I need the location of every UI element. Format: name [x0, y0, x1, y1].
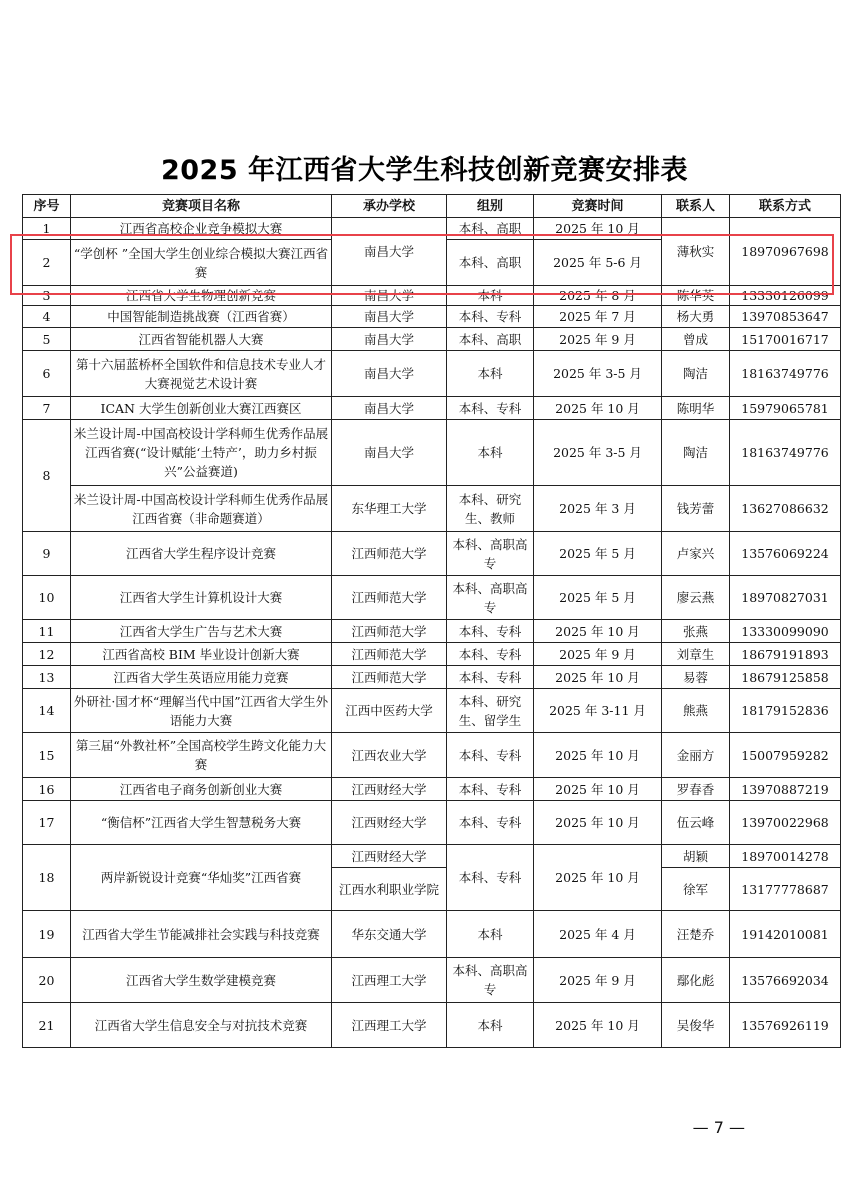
competition-name: 第十六届蓝桥杯全国软件和信息技术专业人才大赛视觉艺术设计赛 — [71, 351, 332, 397]
competition-time: 2025 年 9 月 — [534, 643, 662, 666]
competition-time: 2025 年 10 月 — [534, 1003, 662, 1048]
competition-time: 2025 年 10 月 — [534, 620, 662, 643]
group: 本科、高职高专 — [447, 576, 534, 620]
header-host-school: 承办学校 — [332, 195, 447, 218]
competition-time: 2025 年 10 月 — [534, 845, 662, 911]
contact-phone: 13970887219 — [730, 778, 841, 801]
contact-phone: 13576069224 — [730, 532, 841, 576]
contact-person: 金丽方 — [662, 733, 730, 778]
table-row — [23, 733, 841, 778]
contact-person: 杨大勇 — [662, 306, 730, 328]
contact-person: 鄢化彪 — [662, 958, 730, 1003]
competition-name: 江西省大学生广告与艺术大赛 — [71, 620, 332, 643]
contact-person: 吴俊华 — [662, 1003, 730, 1048]
host-school: 江西农业大学 — [332, 733, 447, 778]
row-number: 5 — [23, 328, 71, 351]
group: 本科、专科 — [447, 620, 534, 643]
contact-person: 罗春香 — [662, 778, 730, 801]
contact-phone: 18679191893 — [730, 643, 841, 666]
row-number: 21 — [23, 1003, 71, 1048]
competition-time: 2025 年 10 月 — [534, 801, 662, 845]
competition-name: 江西省大学生程序设计竞赛 — [71, 532, 332, 576]
competition-name: 江西省大学生英语应用能力竞赛 — [71, 666, 332, 689]
competition-name: 江西省大学生物理创新竞赛 — [71, 286, 332, 306]
contact-phone: 18679125858 — [730, 666, 841, 689]
row-number: 16 — [23, 778, 71, 801]
table-row — [23, 911, 841, 958]
page-title: 2025 年江西省大学生科技创新竞赛安排表 — [160, 155, 689, 186]
row-number: 20 — [23, 958, 71, 1003]
competition-time: 2025 年 5-6 月 — [534, 240, 662, 286]
group: 本科 — [447, 420, 534, 486]
group: 本科、高职高专 — [447, 958, 534, 1003]
group: 本科、高职 — [447, 328, 534, 351]
host-school: 南昌大学 — [332, 218, 447, 286]
contact-person: 廖云燕 — [662, 576, 730, 620]
group: 本科、专科 — [447, 306, 534, 328]
contact-person: 汪楚乔 — [662, 911, 730, 958]
group: 本科、专科 — [447, 666, 534, 689]
competition-name: 江西省大学生数学建模竞赛 — [71, 958, 332, 1003]
page-number: — 7 — — [692, 1118, 745, 1137]
group: 本科 — [447, 1003, 534, 1048]
competition-name: 江西省高校 BIM 毕业设计创新大赛 — [71, 643, 332, 666]
host-school: 江西理工大学 — [332, 958, 447, 1003]
table-row — [23, 306, 841, 328]
table-row — [23, 397, 841, 420]
row-number: 7 — [23, 397, 71, 420]
competition-time: 2025 年 3-5 月 — [534, 351, 662, 397]
row-number: 18 — [23, 845, 71, 911]
competition-time: 2025 年 5 月 — [534, 576, 662, 620]
table-row — [23, 1003, 841, 1048]
contact-phone: 13330099090 — [730, 620, 841, 643]
host-school: 东华理工大学 — [332, 486, 447, 532]
table-row — [23, 689, 841, 733]
group: 本科、高职 — [447, 218, 534, 240]
contact-person: 陶洁 — [662, 420, 730, 486]
host-school: 江西财经大学 — [332, 778, 447, 801]
contact-phone: 13177778687 — [730, 868, 841, 911]
row-number: 12 — [23, 643, 71, 666]
contact-phone: 15007959282 — [730, 733, 841, 778]
contact-person: 徐军 — [662, 868, 730, 911]
contact-person: 陈华英 — [662, 286, 730, 306]
table-row — [23, 286, 841, 306]
contact-person: 卢家兴 — [662, 532, 730, 576]
competition-name: 米兰设计周-中国高校设计学科师生优秀作品展江西省赛(“设计赋能‘土特产’，助力乡村振兴”公益赛道) — [71, 420, 332, 486]
group: 本科、专科 — [447, 801, 534, 845]
header-group: 组别 — [447, 195, 534, 218]
group: 本科、高职 — [447, 240, 534, 286]
competition-name: 外研社·国才杯“理解当代中国”江西省大学生外语能力大赛 — [71, 689, 332, 733]
contact-person: 胡颖 — [662, 845, 730, 868]
host-school: 江西中医药大学 — [332, 689, 447, 733]
contact-person: 曾成 — [662, 328, 730, 351]
group: 本科、专科 — [447, 733, 534, 778]
table-row — [23, 328, 841, 351]
table-row — [23, 486, 841, 532]
contact-phone: 18970014278 — [730, 845, 841, 868]
contact-person: 熊燕 — [662, 689, 730, 733]
competition-name: “学创杯 ”全国大学生创业综合模拟大赛江西省赛 — [71, 240, 332, 286]
table-header-row — [23, 195, 841, 218]
host-school: 南昌大学 — [332, 306, 447, 328]
table-row — [23, 218, 841, 240]
host-school: 南昌大学 — [332, 328, 447, 351]
contact-phone: 15979065781 — [730, 397, 841, 420]
competition-name: 江西省电子商务创新创业大赛 — [71, 778, 332, 801]
contact-phone: 13330126099 — [730, 286, 841, 306]
competition-time: 2025 年 10 月 — [534, 397, 662, 420]
contact-person: 伍云峰 — [662, 801, 730, 845]
contact-person: 钱芳蕾 — [662, 486, 730, 532]
competition-time: 2025 年 5 月 — [534, 532, 662, 576]
row-number: 10 — [23, 576, 71, 620]
group: 本科、专科 — [447, 397, 534, 420]
competition-name: 江西省大学生信息安全与对抗技术竞赛 — [71, 1003, 332, 1048]
contact-phone: 18970967698 — [730, 218, 841, 286]
host-school: 江西师范大学 — [332, 576, 447, 620]
row-number: 3 — [23, 286, 71, 306]
group: 本科、高职高专 — [447, 532, 534, 576]
contact-person: 陶洁 — [662, 351, 730, 397]
row-number: 2 — [23, 240, 71, 286]
host-school: 南昌大学 — [332, 351, 447, 397]
competition-time: 2025 年 3-11 月 — [534, 689, 662, 733]
row-number: 19 — [23, 911, 71, 958]
table-row — [23, 778, 841, 801]
competition-name: ICAN 大学生创新创业大赛江西赛区 — [71, 397, 332, 420]
row-number: 14 — [23, 689, 71, 733]
table-row — [23, 576, 841, 620]
host-school: 江西师范大学 — [332, 643, 447, 666]
table-row — [23, 351, 841, 397]
competition-time: 2025 年 10 月 — [534, 778, 662, 801]
contact-phone: 18163749776 — [730, 420, 841, 486]
competition-time: 2025 年 7 月 — [534, 306, 662, 328]
competition-name: 江西省智能机器人大赛 — [71, 328, 332, 351]
contact-person: 刘章生 — [662, 643, 730, 666]
group: 本科 — [447, 351, 534, 397]
host-school: 华东交通大学 — [332, 911, 447, 958]
group: 本科、研究生、留学生 — [447, 689, 534, 733]
group: 本科 — [447, 286, 534, 306]
competition-name: 两岸新锐设计竞赛“华灿奖”江西省赛 — [71, 845, 332, 911]
contact-person: 薄秋实 — [662, 218, 730, 286]
contact-phone: 15170016717 — [730, 328, 841, 351]
group: 本科、专科 — [447, 845, 534, 911]
competition-name: 江西省大学生计算机设计大赛 — [71, 576, 332, 620]
competition-time: 2025 年 8 月 — [534, 286, 662, 306]
header-competition-name: 竞赛项目名称 — [71, 195, 332, 218]
host-school: 江西理工大学 — [332, 1003, 447, 1048]
competition-name: 江西省高校企业竞争模拟大赛 — [71, 218, 332, 240]
host-school: 南昌大学 — [332, 397, 447, 420]
table-row — [23, 845, 841, 868]
contact-phone: 13627086632 — [730, 486, 841, 532]
group: 本科、研究生、教师 — [447, 486, 534, 532]
contact-phone: 18163749776 — [730, 351, 841, 397]
row-number: 17 — [23, 801, 71, 845]
group: 本科、专科 — [447, 643, 534, 666]
contact-phone: 13970022968 — [730, 801, 841, 845]
competition-time: 2025 年 10 月 — [534, 218, 662, 240]
header-number: 序号 — [23, 195, 71, 218]
competition-schedule-table — [22, 194, 841, 1048]
row-number: 9 — [23, 532, 71, 576]
competition-time: 2025 年 9 月 — [534, 958, 662, 1003]
header-time: 竞赛时间 — [534, 195, 662, 218]
host-school: 江西师范大学 — [332, 532, 447, 576]
group: 本科、专科 — [447, 778, 534, 801]
competition-time: 2025 年 10 月 — [534, 733, 662, 778]
host-school: 江西师范大学 — [332, 620, 447, 643]
competition-time: 2025 年 10 月 — [534, 666, 662, 689]
contact-phone: 13970853647 — [730, 306, 841, 328]
contact-person: 易蓉 — [662, 666, 730, 689]
contact-phone: 13576692034 — [730, 958, 841, 1003]
competition-time: 2025 年 4 月 — [534, 911, 662, 958]
row-number: 13 — [23, 666, 71, 689]
competition-name: “衡信杯”江西省大学生智慧税务大赛 — [71, 801, 332, 845]
table-row — [23, 666, 841, 689]
host-school: 江西师范大学 — [332, 666, 447, 689]
host-school: 江西水利职业学院 — [332, 868, 447, 911]
table-row — [23, 532, 841, 576]
contact-phone: 19142010081 — [730, 911, 841, 958]
competition-time: 2025 年 3-5 月 — [534, 420, 662, 486]
host-school: 江西财经大学 — [332, 801, 447, 845]
contact-person: 张燕 — [662, 620, 730, 643]
table-row — [23, 958, 841, 1003]
host-school: 南昌大学 — [332, 286, 447, 306]
table-row — [23, 420, 841, 486]
contact-person: 陈明华 — [662, 397, 730, 420]
contact-phone: 18970827031 — [730, 576, 841, 620]
row-number: 15 — [23, 733, 71, 778]
table-row — [23, 801, 841, 845]
competition-time: 2025 年 9 月 — [534, 328, 662, 351]
header-contact: 联系人 — [662, 195, 730, 218]
table-row — [23, 620, 841, 643]
row-number: 8 — [23, 420, 71, 532]
competition-name: 江西省大学生节能减排社会实践与科技竞赛 — [71, 911, 332, 958]
header-phone: 联系方式 — [730, 195, 841, 218]
competition-name: 中国智能制造挑战赛（江西省赛） — [71, 306, 332, 328]
row-number: 4 — [23, 306, 71, 328]
group: 本科 — [447, 911, 534, 958]
row-number: 6 — [23, 351, 71, 397]
competition-name: 米兰设计周-中国高校设计学科师生优秀作品展江西省赛（非命题赛道） — [71, 486, 332, 532]
row-number: 11 — [23, 620, 71, 643]
row-number: 1 — [23, 218, 71, 240]
competition-name: 第三届“外教社杯”全国高校学生跨文化能力大赛 — [71, 733, 332, 778]
contact-phone: 18179152836 — [730, 689, 841, 733]
host-school: 江西财经大学 — [332, 845, 447, 868]
competition-time: 2025 年 3 月 — [534, 486, 662, 532]
host-school: 南昌大学 — [332, 420, 447, 486]
contact-phone: 13576926119 — [730, 1003, 841, 1048]
table-row — [23, 643, 841, 666]
